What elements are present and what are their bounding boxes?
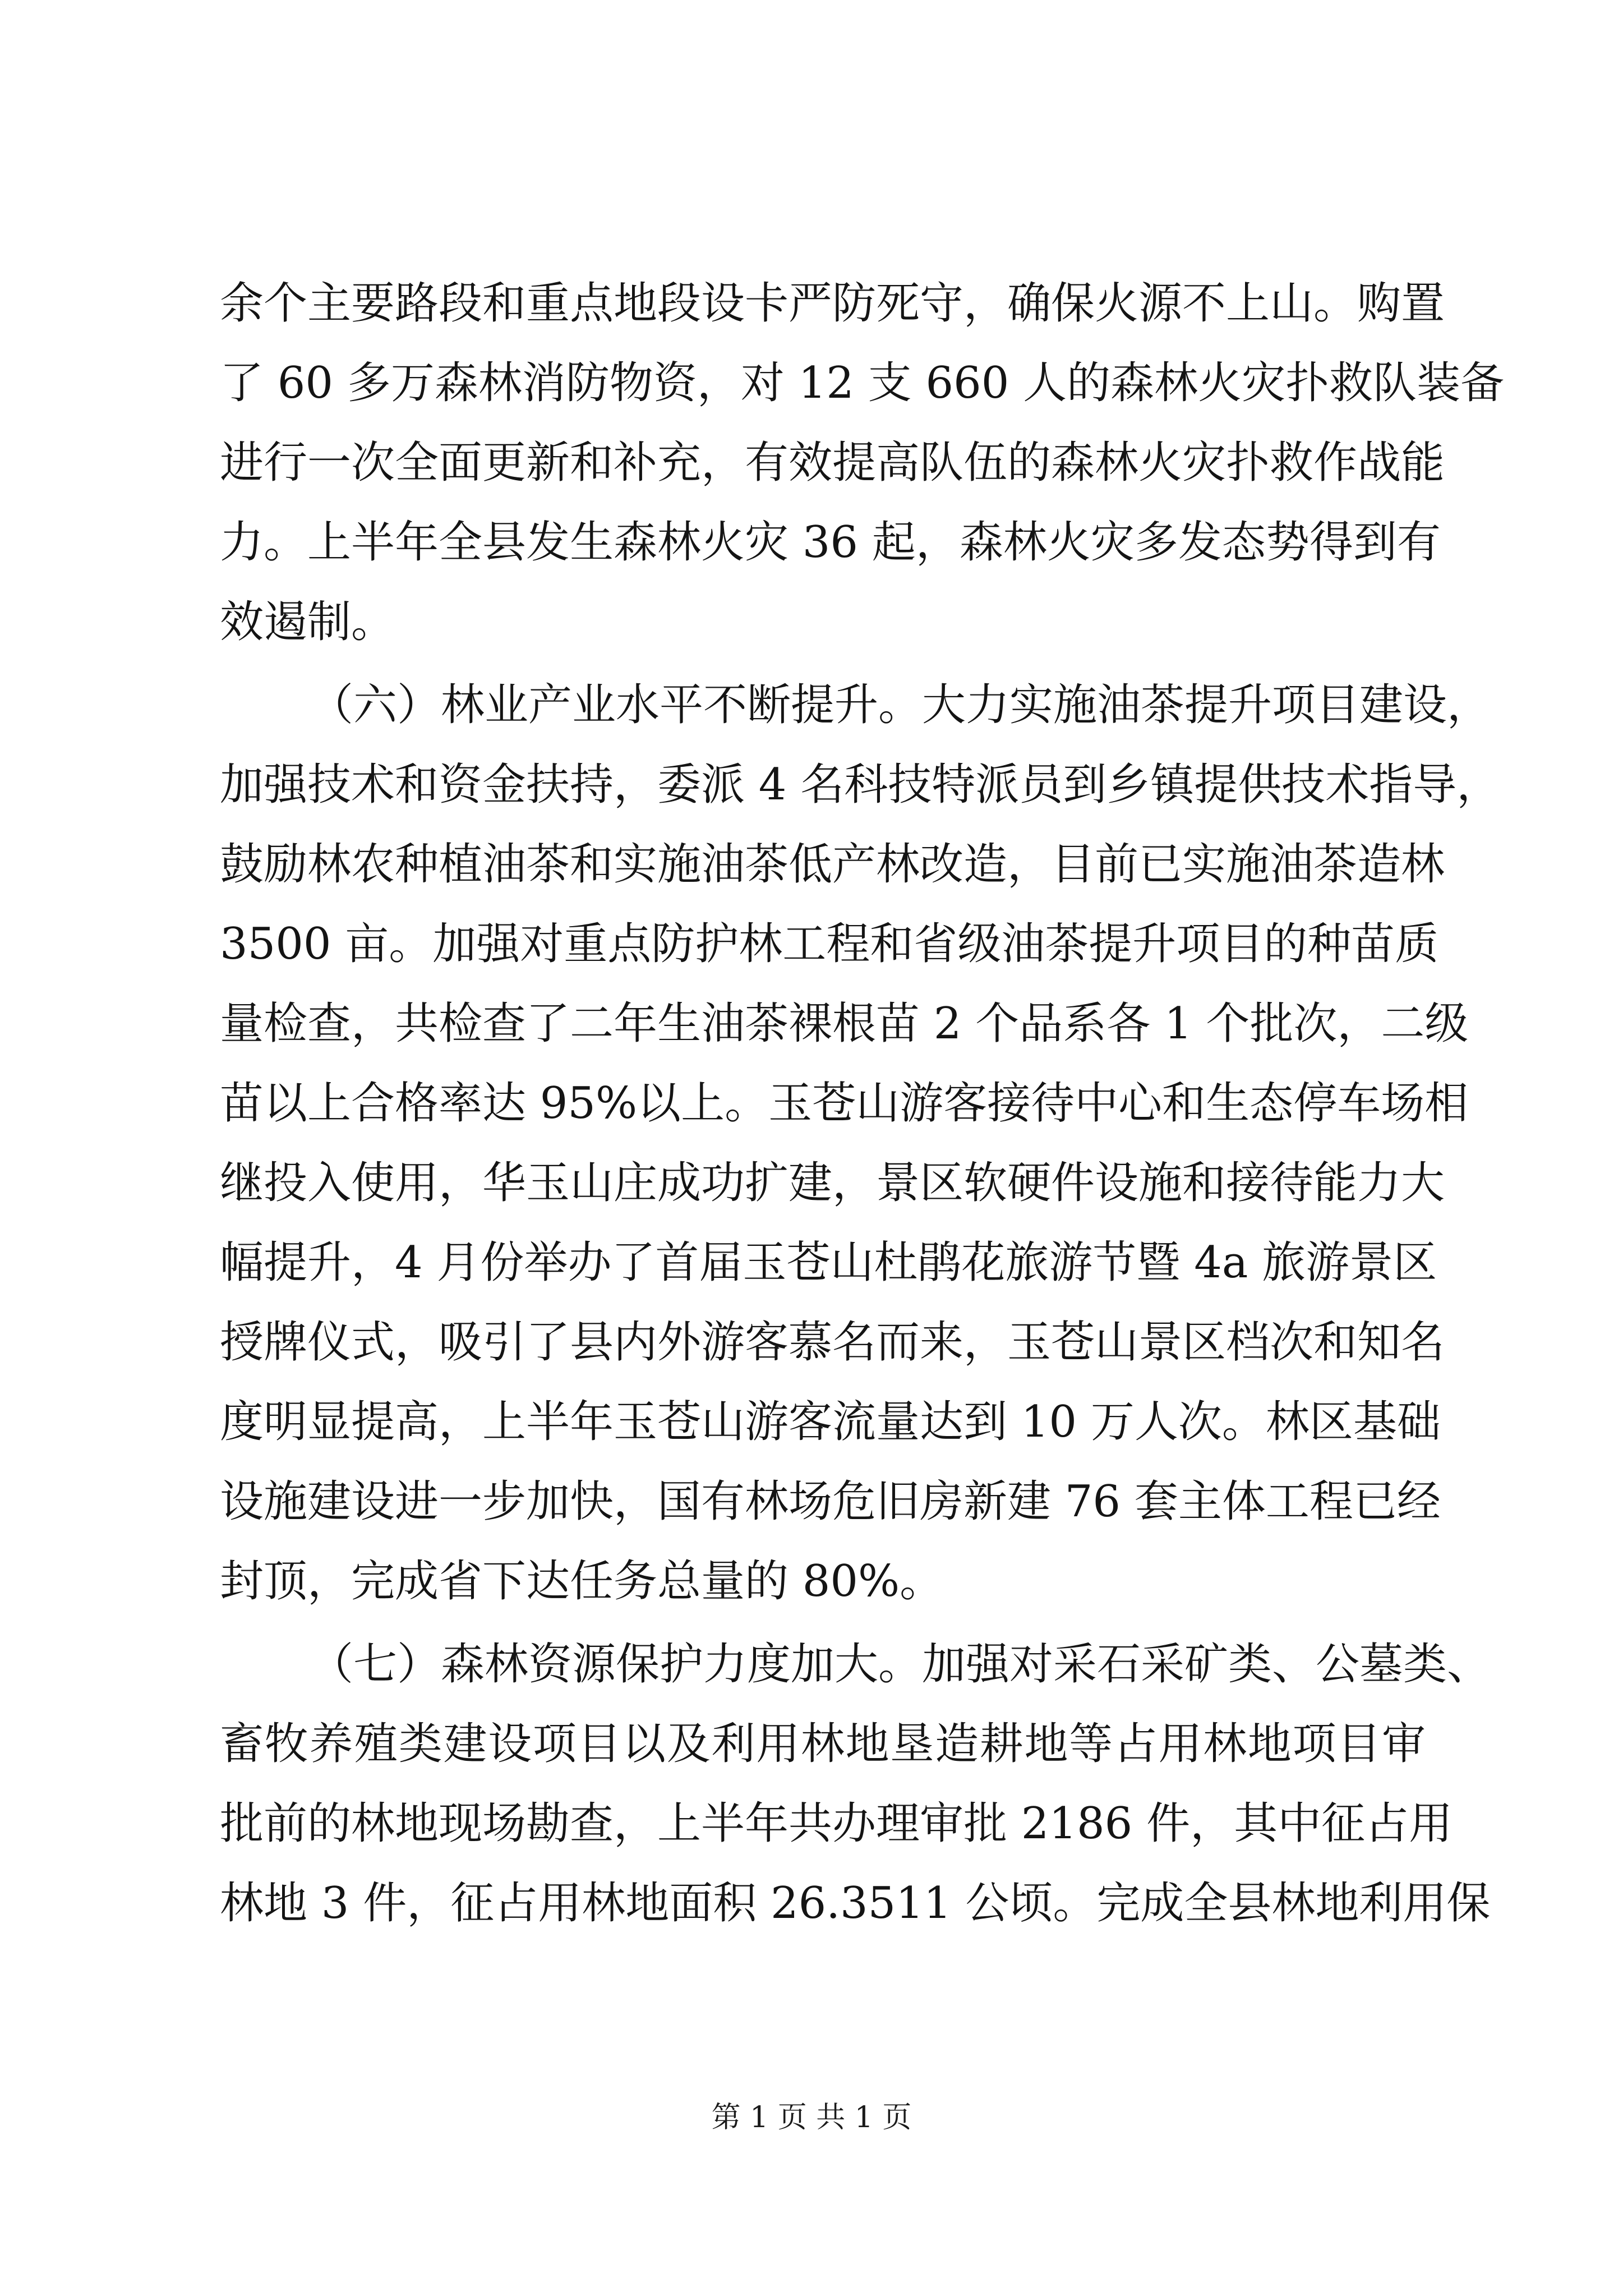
text-line: （六）林业产业水平不断提升。大力实施油茶提升项目建设，	[310, 680, 1491, 730]
text-line: 量检查，共检查了二年生油茶裸根苗 2 个品系各 1 个批次，二级	[220, 999, 1469, 1049]
text-line: （七）森林资源保护力度加大。加强对采石采矿类、公墓类、	[310, 1639, 1491, 1690]
text-line: 封顶，完成省下达任务总量的 80%。	[220, 1556, 944, 1607]
text-line: 林地 3 件，征占用林地面积 26.3511 公顷。完成全县林地利用保	[220, 1878, 1491, 1929]
page-number-footer: 第 1 页 共 1 页	[711, 2101, 912, 2134]
text-line: 3500 亩。加强对重点防护林工程和省级油茶提升项目的种苗质	[220, 919, 1439, 969]
text-line: 度明显提高，上半年玉苍山游客流量达到 10 万人次。林区基础	[220, 1397, 1441, 1447]
document-body	[220, 264, 1505, 1943]
text-line: 批前的林地现场勘查，上半年共办理审批 2186 件，其中征占用	[220, 1798, 1453, 1849]
paragraph	[220, 264, 1505, 662]
paragraph	[220, 665, 1501, 1621]
text-line: 力。上半年全县发生森林火灾 36 起，森林火灾多发态势得到有	[220, 517, 1441, 568]
text-line: 效遏制。	[220, 597, 395, 647]
text-line: 进行一次全面更新和补充，有效提高队伍的森林火灾扑救作战能	[220, 438, 1445, 488]
paragraph	[220, 1625, 1491, 1943]
text-line: 了 60 多万森林消防物资，对 12 支 660 人的森林火灾扑救队装备	[220, 358, 1505, 408]
text-line: 授牌仪式，吸引了县内外游客慕名而来，玉苍山景区档次和知名	[220, 1317, 1445, 1368]
text-line: 畜牧养殖类建设项目以及利用林地垦造耕地等占用林地项目审	[220, 1719, 1426, 1769]
text-line: 设施建设进一步加快，国有林场危旧房新建 76 套主体工程已经	[220, 1476, 1441, 1527]
text-line: 继投入使用，华玉山庄成功扩建，景区软硬件设施和接待能力大	[220, 1158, 1445, 1208]
text-line: 苗以上合格率达 95%以上。玉苍山游客接待中心和生态停车场相	[220, 1078, 1469, 1129]
text-line: 加强技术和资金扶持，委派 4 名科技特派员到乡镇提供技术指导，	[220, 760, 1501, 810]
text-line: 鼓励林农种植油茶和实施油茶低产林改造，目前已实施油茶造林	[220, 839, 1445, 890]
text-line: 余个主要路段和重点地段设卡严防死守，确保火源不上山。购置	[220, 278, 1445, 329]
text-line: 幅提升，4 月份举办了首届玉苍山杜鹃花旅游节暨 4a 旅游景区	[220, 1237, 1437, 1288]
